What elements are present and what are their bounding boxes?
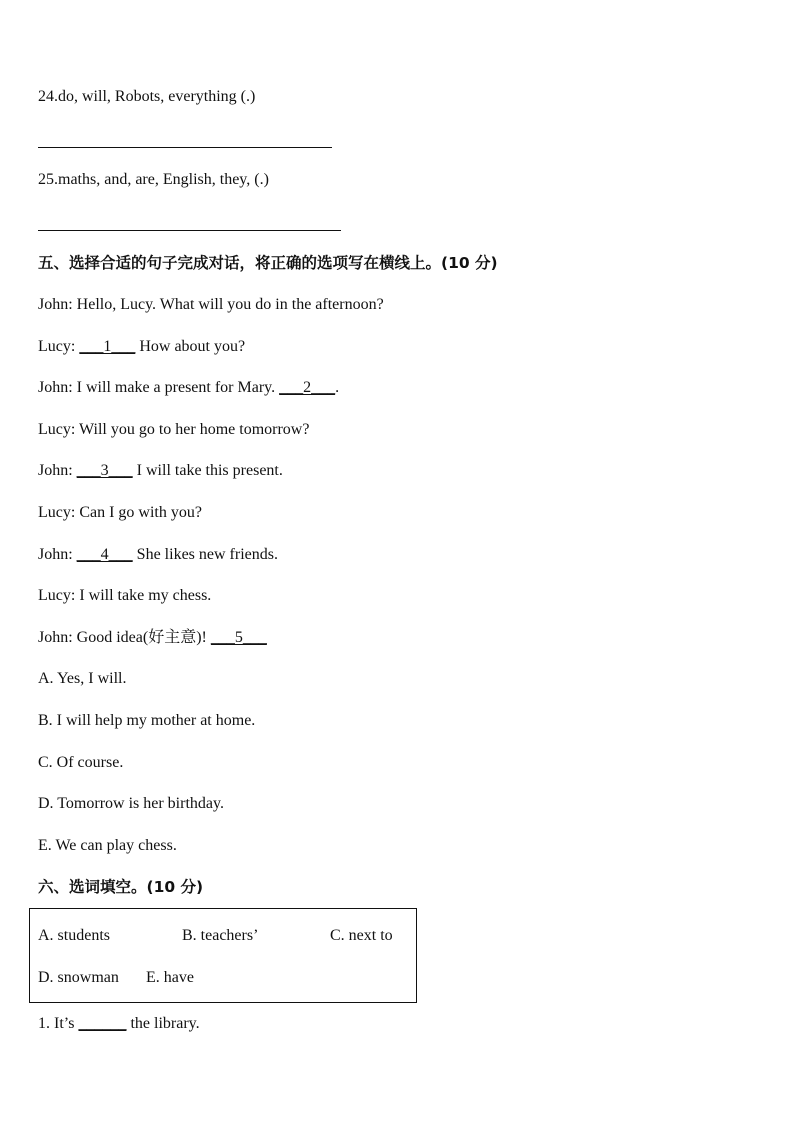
question-25-text: maths, and, are, English, they, (.)	[58, 171, 269, 188]
word-option-c: C. next to	[330, 927, 393, 944]
question-24-number: 24.	[38, 88, 58, 105]
blank-3[interactable]: ___3___	[76, 462, 133, 479]
dialogue-text: Lucy: I will take my chess.	[38, 587, 212, 604]
dialogue-line	[38, 586, 211, 606]
word-option-e: E. have	[146, 969, 194, 986]
dialogue-line	[38, 503, 202, 523]
dialogue-text: I will take this present.	[132, 462, 283, 479]
question-24	[38, 87, 255, 107]
fill-blank-1[interactable]: ______	[78, 1015, 127, 1032]
dialogue-line	[38, 420, 309, 440]
blank-2[interactable]: ___2___	[279, 379, 336, 396]
option-a: A. Yes, I will.	[38, 670, 127, 687]
blank-5[interactable]: ___5___	[210, 629, 267, 646]
word-option-b: B. teachers’	[182, 927, 259, 944]
question-25	[38, 170, 269, 190]
question-text: the library.	[126, 1015, 200, 1032]
section-5-heading: 五、选择合适的句子完成对话，将正确的选项写在横线上。(10 分)	[38, 254, 498, 272]
dialogue-line	[38, 337, 245, 357]
dialogue-text: Lucy: Can I go with you?	[38, 504, 202, 521]
dialogue-text: John: I will make a present for Mary.	[38, 379, 280, 396]
word-option-a: A. students	[38, 927, 110, 944]
answer-line-25[interactable]	[38, 230, 341, 231]
dialogue-line	[38, 628, 267, 648]
question-24-text: do, will, Robots, everything (.)	[58, 88, 256, 105]
dialogue-line	[38, 378, 339, 398]
section-6-heading: 六、选词填空。(10 分)	[38, 878, 204, 896]
dialogue-text: John:	[38, 546, 77, 563]
word-bank-box	[29, 908, 417, 1003]
dialogue-line	[38, 295, 384, 315]
dialogue-text: John: Hello, Lucy. What will you do in the afternoon?	[38, 296, 384, 313]
option-c: C. Of course.	[38, 754, 124, 771]
word-option-d: D. snowman	[38, 969, 119, 986]
dialogue-text: Lucy: Will you go to her home tomorrow?	[38, 421, 310, 438]
dialogue-text: .	[335, 379, 340, 396]
dialogue-text: John: Good idea(好主意)!	[38, 629, 211, 646]
dialogue-line	[38, 545, 278, 565]
answer-line-24[interactable]	[38, 147, 332, 148]
blank-4[interactable]: ___4___	[76, 546, 133, 563]
question-25-number: 25.	[38, 171, 58, 188]
section-6-question-1	[38, 1014, 200, 1034]
dialogue-line	[38, 461, 283, 481]
blank-1[interactable]: ___1___	[79, 338, 136, 355]
dialogue-text: Lucy:	[38, 338, 80, 355]
option-d: D. Tomorrow is her birthday.	[38, 795, 224, 812]
question-text: 1. It’s	[38, 1015, 79, 1032]
dialogue-text: How about you?	[135, 338, 246, 355]
dialogue-text: John:	[38, 462, 77, 479]
option-b: B. I will help my mother at home.	[38, 712, 256, 729]
option-e: E. We can play chess.	[38, 837, 177, 854]
dialogue-text: She likes new friends.	[132, 546, 278, 563]
